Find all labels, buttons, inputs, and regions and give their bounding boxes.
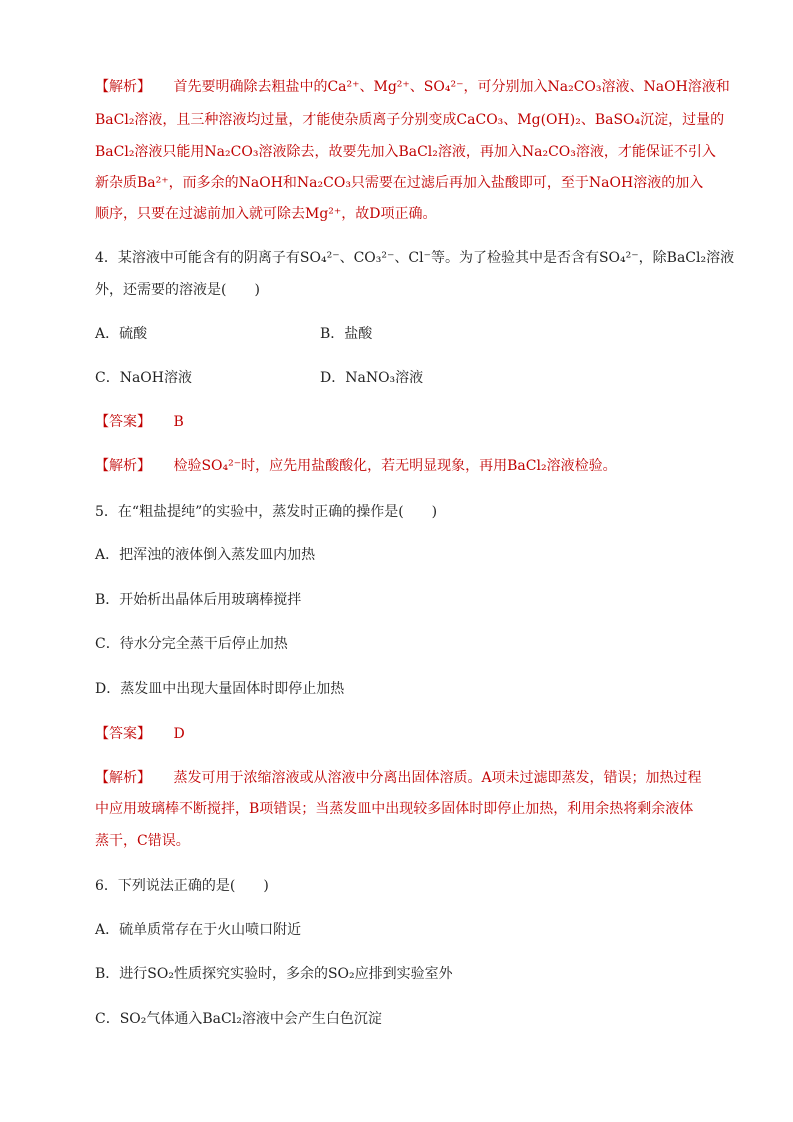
q3-analysis-line-4: 新杂质Ba²⁺，而多余的NaOH和Na₂CO₃只需要在过滤后再加入盐酸即可，至于NaOH溶液的加入 <box>95 175 704 191</box>
q4-analysis-line <box>95 457 617 475</box>
q4-option-b: B．盐酸 <box>320 326 373 342</box>
q4-answer-value: B <box>173 414 184 430</box>
q5-answer-line <box>95 725 185 743</box>
q5-analysis-line-1 <box>95 769 702 787</box>
q5-option-b: B．开始析出晶体后用玻璃棒搅拌 <box>95 592 302 608</box>
q3-analysis-line-5: 顺序，只要在过滤前加入就可除去Mg²⁺，故D项正确。 <box>95 206 437 222</box>
q5-option-d: D．蒸发皿中出现大量固体时即停止加热 <box>95 681 345 697</box>
q3-analysis-line-1 <box>95 78 730 96</box>
q4-option-c: C．NaOH溶液 <box>95 370 192 386</box>
q5-option-c: C．待水分完全蒸干后停止加热 <box>95 636 288 652</box>
q5-analysis-tag: 【解析】 <box>95 770 151 786</box>
q6-option-a: A．硫单质常存在于火山喷口附近 <box>95 922 302 938</box>
q4-answer-line <box>95 413 184 431</box>
q3-analysis-tag: 【解析】 <box>95 79 151 95</box>
q6-option-b: B．进行SO₂性质探究实验时，多余的SO₂应排到实验室外 <box>95 966 453 982</box>
q3-analysis-text-1: 首先要明确除去粗盐中的Ca²⁺、Mg²⁺、SO₄²⁻，可分别加入Na₂CO₃溶液、NaOH溶液和 <box>173 79 730 95</box>
q5-stem: 5．在“粗盐提纯”的实验中，蒸发时正确的操作是( ) <box>95 504 438 520</box>
q4-stem-line-1: 4．某溶液中可能含有的阴离子有SO₄²⁻、CO₃²⁻、Cl⁻等。为了检验其中是否含有SO₄²⁻，除BaCl₂溶液 <box>95 250 735 266</box>
q6-option-c: C．SO₂气体通入BaCl₂溶液中会产生白色沉淀 <box>95 1011 382 1027</box>
q5-answer-value: D <box>173 726 185 742</box>
q4-stem-line-2: 外，还需要的溶液是( ) <box>95 282 260 298</box>
q5-analysis-line-2: 中应用玻璃棒不断搅拌，B项错误；当蒸发皿中出现较多固体时即停止加热，利用余热将剩余液体 <box>95 801 694 817</box>
q5-analysis-line-3: 蒸干，C错误。 <box>95 833 190 849</box>
q4-option-a: A．硫酸 <box>95 326 148 342</box>
q5-answer-tag: 【答案】 <box>95 726 151 742</box>
q4-analysis-text: 检验SO₄²⁻时，应先用盐酸酸化，若无明显现象，再用BaCl₂溶液检验。 <box>173 458 617 474</box>
q4-analysis-tag: 【解析】 <box>95 458 151 474</box>
q5-option-a: A．把浑浊的液体倒入蒸发皿内加热 <box>95 547 316 563</box>
q5-analysis-text-1: 蒸发可用于浓缩溶液或从溶液中分离出固体溶质。A项未过滤即蒸发，错误；加热过程 <box>173 770 702 786</box>
q3-analysis-line-2: BaCl₂溶液，且三种溶液均过量，才能使杂质离子分别变成CaCO₃、Mg(OH)₂、BaSO₄沉淀，过量的 <box>95 112 725 128</box>
q6-stem: 6．下列说法正确的是( ) <box>95 878 269 894</box>
q3-analysis-line-3: BaCl₂溶液只能用Na₂CO₃溶液除去，故要先加入BaCl₂溶液，再加入Na₂CO₃溶液，才能保证不引入 <box>95 144 716 160</box>
q4-option-d: D．NaNO₃溶液 <box>320 370 424 386</box>
q4-answer-tag: 【答案】 <box>95 414 151 430</box>
